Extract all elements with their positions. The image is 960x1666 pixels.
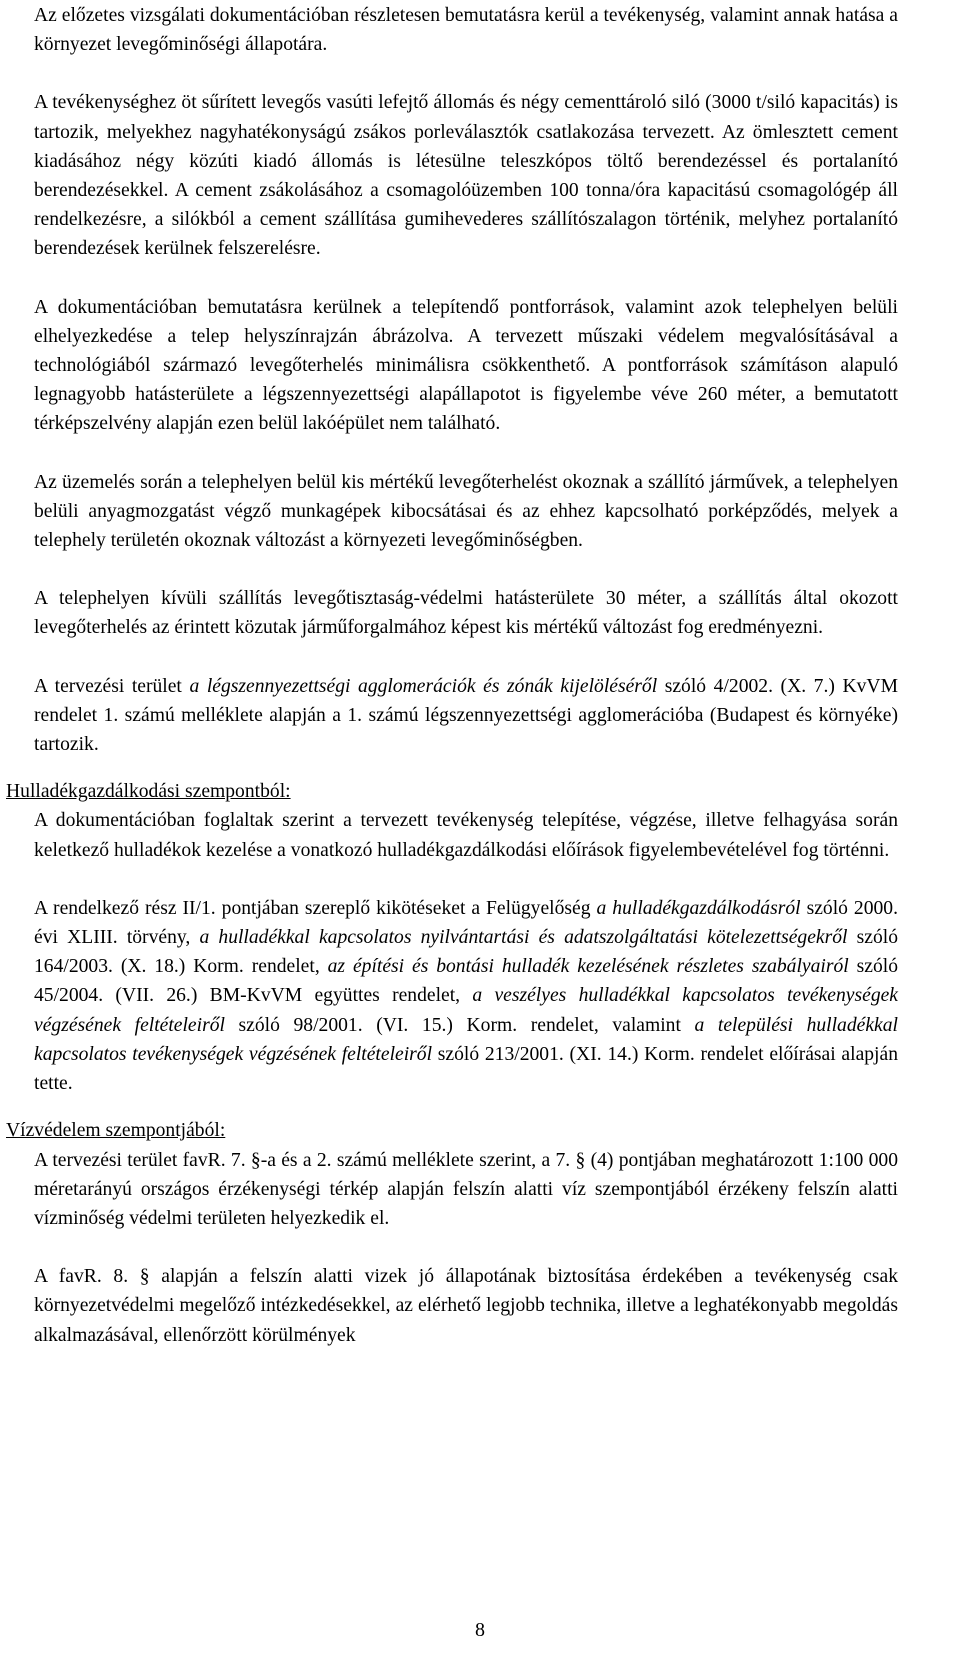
paragraph-offsite-transport: A telephelyen kívüli szállítás levegőtisztaság-védelmi hatásterülete 30 méter, a szállítás által okozott levegőterhelés az érintett közutak járműforgalmához képest kis mértékű változást fog eredményezni.: [34, 588, 898, 639]
paragraph-point-sources: A dokumentációban bemutatásra kerülnek a telepítendő pontforrások, valamint azok telephelyen belüli elhelyezkedése a telep helyszínrajzán ábrázolva. A tervezett műszaki védelem megvalósításával a technológiából származó levegőterhelés minimálisra csökkenthető. A pontforrások számításon alapuló legnagyobb hatásterülete a légszennyezettségi alapállapotot is figyelembe véve 260 méter, a bemutatott térképszelvény alapján ezen belül lakóépület nem található.: [34, 296, 898, 435]
heading-waste-management: Hulladékgazdálkodási szempontból:: [6, 781, 291, 803]
paragraph-water-sensitivity: A tervezési terület favR. 7. §-a és a 2. számú melléklete szerint, a 7. § (4) pontjában meghatározott 1:100 000 méretarányú országos érzékenységi térkép alapján felszín alatti víz szempontjából érzékeny felszín alatti vízminőség védelmi területen helyezkedik el.: [34, 1149, 898, 1229]
paragraph-agglomeration: A tervezési terület a légszennyezettségi agglomerációk és zónák kijelöléséről szóló 4/2002. (X. 7.) KvVM rendelet 1. számú melléklete alapján a 1. számú légszennyezettségi agglomerációba (Budapest és környéke) tartozik.: [34, 675, 898, 756]
paragraph-waste-handling: A dokumentációban foglaltak szerint a tervezett tevékenység telepítése, végzése, illetve felhagyása során keletkező hulladékok kezelése a vonatkozó hulladékgazdálkodási előírások figyelembevételével fog történni.: [34, 810, 898, 861]
regulation-title-italic: a légszennyezettségi agglomerációk és zónák kijelöléséről: [189, 675, 658, 697]
document-page: [6, 0, 899, 1350]
paragraph-waste-regulations: A rendelkező rész II/1. pontjában szereplő kikötéseket a Felügyelőség a hulladékgazdálkodásról szóló 2000. évi XLIII. törvény, a hulladékkal kapcsolatos nyilvántartási és adatszolgáltatási kötelezettségekről szóló 164/2003. (X. 18.) Korm. rendelet, az építési és bontási hulladék kezelésének részletes szabályairól szóló 45/2004. (VII. 26.) BM-KvVM együttes rendelet, a veszélyes hulladékkal kapcsolatos tevékenységek végzésének feltételeiről szóló 98/2001. (VI. 15.) Korm. rendelet, valamint a települési hulladékkal kapcsolatos tevékenységek végzésének feltételeiről szóló 213/2001. (XI. 14.) Korm. rendelet előírásai alapján tette.: [34, 897, 899, 1095]
paragraph-groundwater-protection: A favR. 8. § alapján a felszín alatti vizek jó állapotának biztosítása érdekében a tevékenység csak környezetvédelmi megelőző intézkedésekkel, az elérhető legjobb technika, illetve a leghatékonyabb megoldás alkalmazásával, ellenőrzött körülmények: [34, 1266, 898, 1346]
page-number: 8: [475, 1619, 485, 1641]
paragraph-operation-emissions: Az üzemelés során a telephelyen belül kis mértékű levegőterhelést okoznak a szállító járművek, a telephelyen belüli anyagmozgatást végző munkagépek kibocsátásai és az ehhez kapcsolható porképződés, melyek a telephely területén okoznak változást a környezeti levegőminőségben.: [34, 471, 898, 552]
paragraph-facility-description: A tevékenységhez öt sűrített levegős vasúti lefejtő állomás és négy cementtároló siló (3000 t/siló kapacitás) is tartozik, melyekhez nagyhatékonyságú zsákos porleválasztók csatlakozása tervezett. Az ömlesztett cement kiadásához négy közúti kiadó állomás is létesülne teleszkópos töltő berendezéssel és portalanító berendezésekkel. A cement zsákolásához a csomagolóüzemben 100 tonna/óra kapacitású csomagológép áll rendelkezésre, a silókból a cement szállítása gumihevederes szállítószalagon történik, melyhez portalanító berendezések kerülnek felszerelésre.: [34, 92, 898, 260]
heading-water-protection: Vízvédelem szempontjából:: [6, 1120, 226, 1142]
paragraph-air-quality-intro: Az előzetes vizsgálati dokumentációban részletesen bemutatásra kerül a tevékenység, valamint annak hatása a környezet levegőminőségi állapotára.: [34, 5, 898, 56]
